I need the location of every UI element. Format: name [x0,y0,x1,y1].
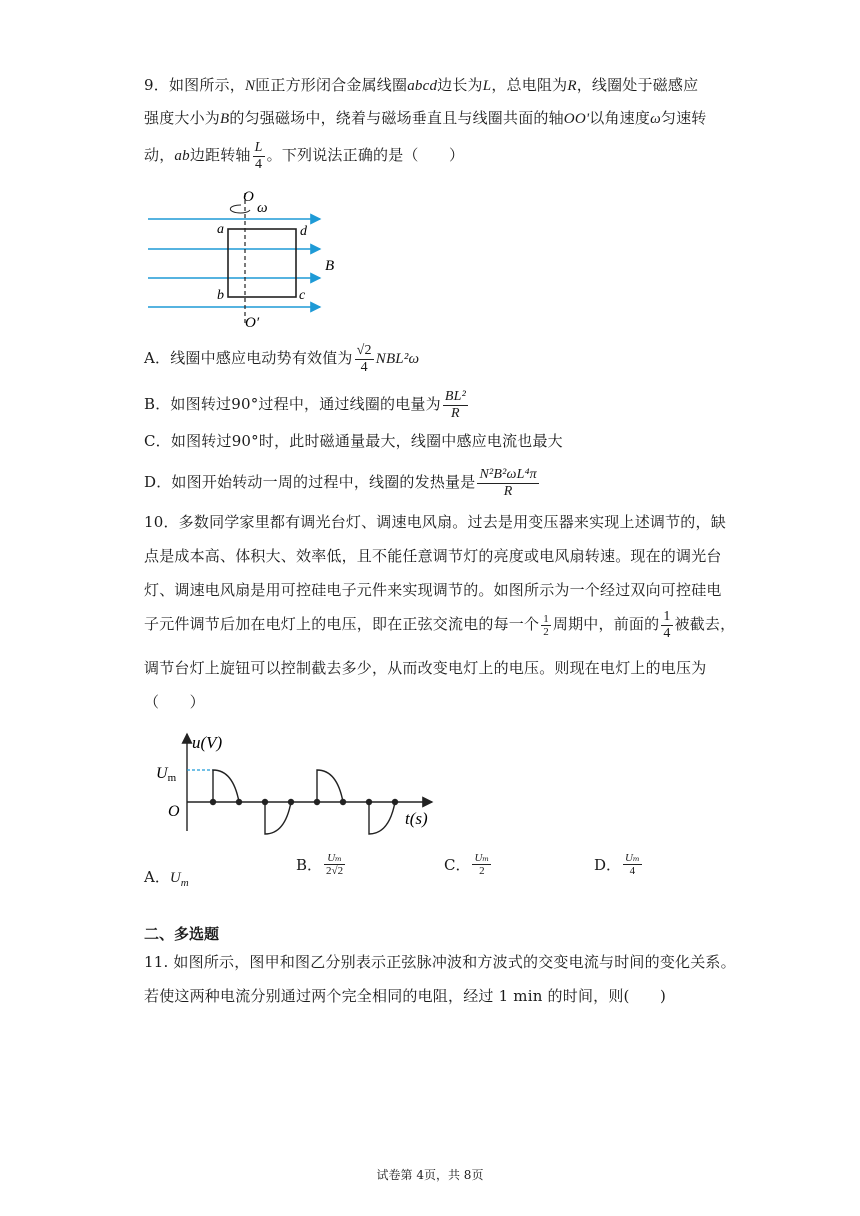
q10-option-B: B． $\frac{\text{Uₘ}}{2√2}$ [296,852,344,877]
q9-text: ，总电阻为 [491,76,568,94]
q9-text: 匝正方形闭合金属线圈 [255,76,408,94]
q9-text: 9．如图所示， [144,76,245,94]
wave-dot [314,799,320,805]
wave-dot [340,799,346,805]
fraction-heat: $\frac{\text{N²B²ωL⁴π}}{R}$ [479,466,537,499]
q9-text: 边长为 [437,76,483,94]
q9-option-A: A．线圈中感应电动势有效值为 $\frac{√2}{4}$ NBL²ω [144,342,420,375]
label-omega: ω [257,200,268,216]
x-axis-label: t(s) [405,809,428,828]
q11-line-2: 若使这两种电流分别通过两个完全相同的电阻，经过 1 min 的时间，则( ) [144,987,667,1005]
wave-segment [265,802,291,834]
q9-text: 匀速转 [660,109,707,127]
q9-line-2 [144,108,707,129]
q9-var-ab: ab [174,148,190,164]
fraction-Um-over-4: $\frac{\text{Uₘ}}{4}$ [625,852,640,877]
q9-coil-figure [145,185,345,330]
q9-text: 以角速度 [589,109,651,127]
y-max-label: Um [156,765,177,784]
label-a: a [217,222,224,237]
wave-dot [392,799,398,805]
fraction-Um-over-2sqrt2: $\frac{\text{Uₘ}}{2√2}$ [326,852,344,877]
q9-text: 的匀强磁场中，绕着与磁场垂直且与线圈共面的轴 [229,109,564,127]
q10-line-3: 灯、调速电风扇是用可控硅电子元件来实现调节的。如图所示为一个经过双向可控硅电 [144,581,722,599]
wave-dot [236,799,242,805]
q10-line-5: 调节台灯上旋钮可以控制截去多少，从而改变电灯上的电压。则现在电灯上的电压为 [144,659,707,677]
q9-option-B: B．如图转过90°过程中，通过线圈的电量为 $\frac{\text{BL²}}{R}$ [144,388,466,421]
q9-line-1 [144,75,698,96]
fraction-Um-over-2: $\frac{\text{Uₘ}}{2}$ [474,852,490,877]
q10-line-1: 10．多数同学家里都有调光台灯、调速电风扇。过去是用变压器来实现上述调节的，缺 [144,513,726,531]
rotation-arrow-icon [230,205,250,213]
origin-label: O [168,803,180,820]
q11-line-1: 11. 如图所示，图甲和图乙分别表示正弦脉冲波和方波式的交变电流与时间的变化关系。 [144,953,736,971]
q10-line-4: 子元件调节后加在电灯上的电压，即在正弦交流电的每一个 $\frac{1}{2}$ 周期中，前面的 $\frac{1}{4}$ 被截去， [144,608,736,641]
fraction-1-over-2: $\frac{1}{2}$ [543,612,549,638]
q10-option-C: C． $\frac{\text{Uₘ}}{2}$ [444,852,490,877]
q9-var-abcd: abcd [407,78,438,94]
q10-line-6: （ ） [144,693,205,711]
q9-text: 动， [144,146,175,164]
q9-option-C: C．如图转过90°时，此时磁通量最大，线圈中感应电流也最大 [144,432,563,450]
q9-text: ，线圈处于磁感应 [576,76,699,94]
label-O: O [243,189,254,205]
q9-var-omega: ω [650,111,661,127]
wave-dot [262,799,268,805]
q9-option-D: D．如图开始转动一周的过程中，线圈的发热量是 $\frac{\text{N²B²ωL⁴π}}{R}$ [144,466,537,499]
wave-dot [210,799,216,805]
q10-option-D: D． $\frac{\text{Uₘ}}{4}$ [594,852,640,877]
coil-square [228,229,296,297]
fraction-sqrt2-over-4: $\frac{√2}{4}$ [356,342,372,375]
q9-text: 。下列说法正确的是（ ） [266,146,465,164]
q9-var-OO: OO' [563,111,590,127]
q9-var-L: L [482,78,492,94]
label-c: c [299,288,306,303]
label-O-prime: O′ [245,315,260,330]
label-d: d [300,224,307,239]
wave-segment [317,770,343,802]
q9-var-N: N [244,78,256,94]
q9-var-B: B [220,111,230,127]
q9-line-3 [144,137,464,174]
q10-option-A: A．$U_m$ [144,868,189,889]
q9-fraction-L-over-4: $\frac{L}{4}$ [254,139,263,172]
q9-var-R: R [567,78,577,94]
wave-dot [288,799,294,805]
wave-dot [366,799,372,805]
q9-text: 强度大小为 [144,109,221,127]
q10-voltage-graph [150,726,440,836]
fraction-1-over-4: $\frac{1}{4}$ [663,608,671,641]
q10-line-2: 点是成本高、体积大、效率低，且不能任意调节灯的亮度或电风扇转速。现在的调光台 [144,547,722,565]
wave-segment [213,770,239,802]
label-b: b [217,288,224,303]
wave-segment [369,802,395,834]
y-axis-label: u(V) [192,733,223,752]
fraction-BL2-over-R: $\frac{\text{BL²}}{R}$ [444,388,466,421]
page-footer: 试卷第 4页，共 8页 [376,1168,484,1182]
label-B: B [325,258,335,274]
section-title: 二、多选题 [144,925,220,943]
q9-text: 边距转轴 [189,146,251,164]
